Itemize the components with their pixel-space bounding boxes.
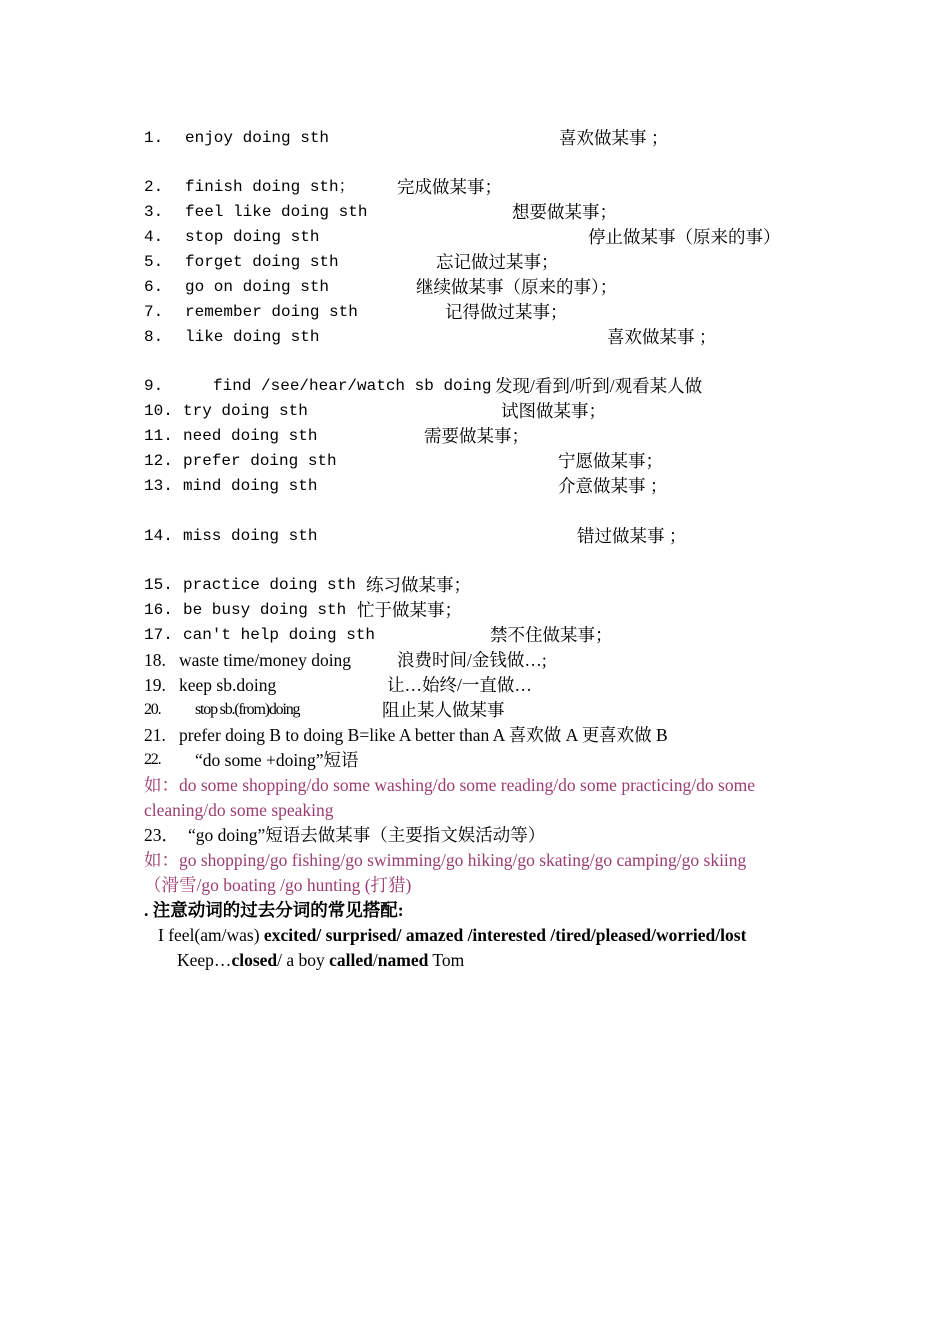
item-meaning: 需要做某事； bbox=[424, 426, 529, 446]
item-meaning: 完成做某事； bbox=[397, 177, 502, 197]
item-number: 20. bbox=[144, 701, 161, 718]
example-text: 如：go shopping/go fishing/go swimming/go hiking/go skating/go camping/go skiing bbox=[144, 850, 747, 870]
item-phrase: feel like doing sth bbox=[185, 203, 368, 221]
item-phrase: waste time/money doing bbox=[179, 650, 352, 670]
item-number: 9. bbox=[144, 377, 164, 395]
item-meaning: 停止做某事（原来的事） bbox=[588, 227, 781, 247]
item-meaning: 阻止某人做某事 bbox=[382, 700, 505, 720]
item-number: 2. bbox=[144, 178, 164, 196]
example-text: cleaning/do some speaking bbox=[144, 800, 334, 820]
item-meaning: 试图做某事； bbox=[501, 401, 606, 421]
item-number: 8. bbox=[144, 328, 164, 346]
item-meaning: 忘记做过某事； bbox=[436, 252, 559, 272]
item-phrase: finish doing sth； bbox=[185, 178, 355, 196]
participle-prefix: I feel(am/was) bbox=[158, 925, 264, 945]
participle-text: Tom bbox=[428, 950, 465, 970]
item-meaning: 浪费时间/金钱做…; bbox=[397, 650, 547, 670]
item-number: 23． bbox=[144, 825, 179, 845]
participle-text: / a boy bbox=[277, 950, 330, 970]
item-phrase: stop sb.(from)doing bbox=[195, 701, 300, 718]
item-meaning: 禁不住做某事； bbox=[490, 625, 613, 645]
item-number: 5. bbox=[144, 253, 164, 271]
participle-text: Keep… bbox=[177, 950, 232, 970]
item-phrase: miss doing sth bbox=[183, 527, 318, 545]
item-number: 14. bbox=[144, 527, 173, 545]
item-phrase: mind doing sth bbox=[183, 477, 318, 495]
item-phrase: prefer doing sth bbox=[183, 452, 337, 470]
example-text: （滑雪/go boating /go hunting (打猎) bbox=[144, 875, 412, 895]
item-meaning: 宁愿做某事； bbox=[558, 451, 663, 471]
item-phrase: remember doing sth bbox=[185, 303, 358, 321]
item-phrase: “do some +doing”短语 bbox=[195, 750, 359, 770]
item-number: 16. bbox=[144, 601, 173, 619]
item-meaning: 让…始终/一直做… bbox=[387, 675, 532, 695]
item-meaning: 介意做某事 ； bbox=[558, 476, 668, 496]
item-number: 3. bbox=[144, 203, 164, 221]
item-phrase: “go doing”短语去做某事（主要指文娱活动等） bbox=[188, 825, 546, 845]
item-meaning: 想要做某事； bbox=[512, 202, 617, 222]
item-number: 6. bbox=[144, 278, 164, 296]
item-phrase: like doing sth bbox=[185, 328, 320, 346]
item-phrase: be busy doing sth bbox=[183, 601, 347, 619]
participle-word: called bbox=[329, 950, 373, 970]
item-phrase: stop doing sth bbox=[185, 228, 320, 246]
item-phrase: can't help doing sth bbox=[183, 626, 376, 644]
item-meaning: 继续做某事（原来的事）； bbox=[416, 277, 618, 297]
item-phrase: prefer doing B to doing B=like A better than A 喜欢做 A 更喜欢做 B bbox=[179, 725, 668, 745]
item-number: 18. bbox=[144, 650, 166, 670]
item-phrase: practice doing sth bbox=[183, 576, 356, 594]
item-number: 4. bbox=[144, 228, 164, 246]
item-number: 15. bbox=[144, 576, 173, 594]
item-phrase: enjoy doing sth bbox=[185, 129, 330, 147]
participle-text: / bbox=[372, 950, 378, 970]
item-number: 19. bbox=[144, 675, 166, 695]
item-phrase: need doing sth bbox=[183, 427, 318, 445]
item-number: 21. bbox=[144, 725, 166, 745]
item-meaning: 喜欢做某事 ； bbox=[607, 327, 717, 347]
item-phrase: forget doing sth bbox=[185, 253, 339, 271]
item-phrase: keep sb.doing bbox=[179, 675, 277, 695]
item-meaning: 记得做过某事； bbox=[445, 302, 568, 322]
item-phrase: go on doing sth bbox=[185, 278, 330, 296]
item-number: 13. bbox=[144, 477, 173, 495]
item-number: 12. bbox=[144, 452, 173, 470]
participle-word: named bbox=[377, 950, 429, 970]
item-number: 10. bbox=[144, 402, 173, 420]
item-number: 22. bbox=[144, 751, 161, 768]
item-meaning: 忙于做某事； bbox=[357, 600, 462, 620]
participle-word: closed bbox=[231, 950, 278, 970]
item-number: 17. bbox=[144, 626, 173, 644]
item-meaning: 练习做某事； bbox=[366, 575, 471, 595]
participle-list: excited/ surprised/ amazed /interested /tired/pleased/worried/lost bbox=[263, 925, 747, 945]
item-meaning: 错过做某事 ； bbox=[577, 526, 687, 546]
item-meaning: 喜欢做某事 ； bbox=[559, 128, 669, 148]
participle-line bbox=[177, 950, 464, 970]
item-number: 7. bbox=[144, 303, 164, 321]
example-text: 如：do some shopping/do some washing/do some reading/do some practicing/do some bbox=[144, 775, 755, 795]
item-number: 1. bbox=[144, 129, 164, 147]
item-meaning: 发现/看到/听到/观看某人做 bbox=[495, 376, 703, 396]
item-phrase: try doing sth bbox=[183, 402, 308, 420]
item-number: 11. bbox=[144, 427, 173, 445]
participle-line bbox=[158, 925, 746, 945]
item-phrase: find /see/hear/watch sb doing bbox=[213, 377, 492, 395]
section-heading: . 注意动词的过去分词的常见搭配: bbox=[144, 900, 404, 920]
